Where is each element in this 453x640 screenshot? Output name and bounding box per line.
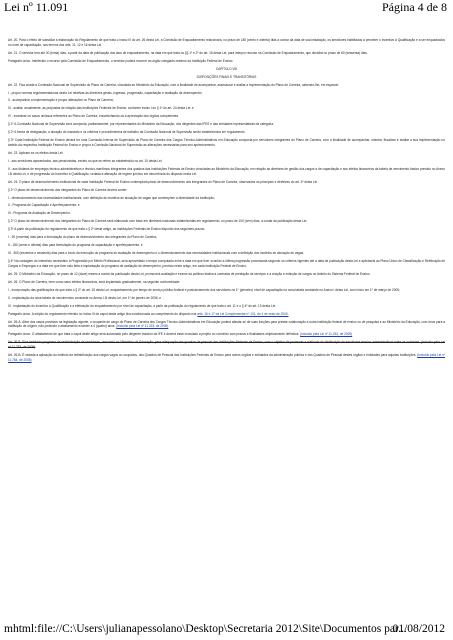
paragraph [8,203,445,208]
paragraph [8,38,445,47]
paragraph-text: III - avaliar, anualmente, as propostas de lotação das Instituições Federais de Ensino, conforme inciso I do § 1º do art. 24 desta Lei; e [8,106,194,111]
paragraph [8,159,445,164]
paragraph-text: II - aos titulares de empregos técnico-administrativos e técnico-marítimos integrantes dos quadros das Instituições Federais de Ensino vinculadas ao Ministério da Educação, em relação às diretrizes de gestão dos cargos e de capacitação e aos efeitos financeiros da tabela de vencimento básico previsto no Anexo I-B desta Lei, e de progressão do Incentivo à Qualificação, vedada a alteração de regime jurídico em decorrência do disposto nesta Lei. [8,166,445,176]
paragraph [8,114,445,119]
paragraph-text: Art. 26-A. Além dos casos previstos na legislação vigente, o ocupante de cargo do Plano de Carreira dos Cargos Técnico-Administrativos em Educação poderá afastar-se de suas funções para prestar colaboração a outra instituição federal de ensino ou de pesquisa e ao Ministério da Educação, com ônus para a instituição de origem, não podendo o afastamento exceder a 4 (quatro) anos. [8,319,445,329]
law-title: Lei nº 11.091 [4,0,69,14]
paragraph [8,138,445,147]
legal-reference-link[interactable]: arts. 16 e 17 da Lei Complementar nº 101, de 4 de maio de 2000. [197,311,289,316]
paragraph [8,304,445,309]
paragraph-text: Art. 26. O Plano de Carreira, bem como seus efeitos financeiros, será implantado gradualmente, na seguinte conformidade: [8,279,180,284]
paragraph-text: II - implantação da nova tabela de vencimentos constante no Anexo I-B desta Lei, em 1º de janeiro de 2006; e [8,295,162,300]
paragraph-text: II - Programa de Capacitação e Aperfeiçoamento; e [8,203,80,208]
paragraph [8,106,445,111]
paragraph-text: III - Programa de Avaliação de Desempenho. [8,211,71,216]
paragraph-text: I - aos servidores aposentados, aos pensionistas, exceto no que se refere ao estabelecido no art. 10 desta Lei; [8,158,163,163]
paragraph-text: Art. 24. O plano de desenvolvimento institucional de cada Instituição Federal de Ensino contemplará plano de desenvolvimento dos integrantes do Plano de Carreira, observados os princípios e diretrizes do art. 3º desta Lei. [8,179,318,184]
document-body [8,38,445,598]
paragraph [8,243,445,248]
paragraph-text: IV - examinar os casos omissos referentes ao Plano de Carreira, encaminhando-os à apreciação dos órgãos competentes. [8,114,179,119]
paragraph [8,98,445,103]
paragraph-text: § 1º O plano de desenvolvimento dos integrantes do Plano de Carreira deverá conter: [8,187,128,192]
paragraph [8,259,445,268]
paragraph-text: § 4º Na contagem do interstício necessário à Progressão por Mérito Profissional, será aproveitado o tempo computado entre a data em que tiver ocorrido a última progressão processada segundo os critérios vigentes até a data de publicação desta Lei e aplicáveis ao Plano Único de Classificação e Retribuição de Cargos e Empregos e a data em que tiver sido feita a implantação do programa de avaliação de desempenho, previsto neste artigo, em cada Instituição Federal de Ensino. [8,259,445,268]
paragraph [8,340,445,349]
paragraph [8,312,445,317]
paragraph [8,280,445,285]
paragraph-text: Parágrafo único. A edição do regulamento referido no inciso III do caput deste artigo fica condicionada ao cumprimento do disposto nos [8,311,198,316]
paragraph-text: § 1º A Comissão Nacional de Supervisão será composta, paritariamente, por representantes do Ministério da Educação, dos dirigentes das IFES e das entidades representativas da categoria. [8,122,274,127]
paragraph-text: Art. 21. O servidor terá até 30 (trinta) dias, a partir da data de publicação dos atos de enquadramento, na data em que trata os §§ 1º e 2º do art. 15 desta Lei, para interpor recurso na Comissão de Enquadramento, que decidirá no prazo de 60 (sessenta) dias. [8,50,368,55]
paragraph-text: II - acompanhar a implementação e propor alterações no Plano de Carreira; [8,98,114,103]
file-path: mhtml:file://C:\Users\julianapessolano\Desktop\Secretaria 2012\Site\Documentos par... [4,623,407,635]
paragraph-text: Art. 20. Para o efeito de subsidiar a elaboração do Regulamento de que trata o inciso III do art. 26 desta Lei, a Comissão de Enquadramento relacionará, no prazo de 180 (cento e oitenta) dias a contar da data de sua instalação, os servidores habilitados a perceber o Incentivo à Qualificação e a ser enquadrados no nível de capacitação, nos termos dos arts. 11, 12 e 16 desta Lei. [8,38,445,47]
paragraph [8,122,445,127]
paragraph [8,353,445,362]
paragraph-text: Parágrafo único. Indeferido o recurso pela Comissão de Enquadramento, o servidor poderá recorrer ao órgão colegiado máximo da Instituição Federal de Ensino. [8,58,234,63]
paragraph-text: I - incorporação das gratificações de que trata o § 2º do art. 15 desta Lei, enquadramento por tempo de serviço público federal e posicionamento dos servidores no 1º (primeiro) nível de capacitação na nova tabela constante no Anexo I desta Lei, com início em 1º de março de 2005; [8,287,400,292]
paragraph [8,235,445,240]
paragraph-text: Art. 26-B. É vedada a aplicação do instituto da redistribuição aos cargos vagos ou ocupados, dos Quadros de Pessoal das Instituições Federais de Ensino para outros órgãos e entidades da administração pública e dos Quadros de Pessoal destes órgãos e entidades para aquelas instituições. [8,353,418,357]
paragraph [8,296,445,301]
paragraph-text: § 2º O plano de desenvolvimento dos integrantes do Plano de Carreira será elaborado com base em diretrizes nacionais estabelecidas em regulamento, no prazo de 100 (cem) dias, a contar da publicação desta Lei. [8,219,308,224]
page-footer [4,622,449,636]
paragraph [8,272,445,277]
paragraph [8,288,445,293]
paragraph [8,251,445,256]
paragraph [8,320,445,329]
legal-reference-link[interactable]: (Incluído pela Lei nº 11.784, de 2008) [8,353,445,362]
paragraph-text: III - 360 (trezentos e sessenta) dias para o início da execução do programa de avaliação de desempenho e o dimensionamento das necessidades institucionais com a definição dos modelos de alocação de vagas. [8,251,305,256]
page-header [0,0,453,14]
paragraph [8,219,445,224]
paragraph-text: Art. 23. Aplicam-se os efeitos desta Lei: [8,150,64,155]
paragraph [8,51,445,56]
paragraph [8,130,445,135]
paragraph-text: III - implantação do Incentivo à Qualificação e a efetivação do enquadramento por nível de capacitação, a partir da publicação do regulamento de que trata o art. 11 e o § 4º do art. 13 desta Lei. [8,303,277,308]
paragraph [8,227,445,232]
paragraph [8,180,445,185]
paragraph-text: DISPOSIÇÕES FINAIS E TRANSITÓRIAS [196,74,257,79]
paragraph [8,91,445,96]
paragraph-text: Art. 25. O Ministério da Educação, no prazo de 12 (doze) meses a contar da publicação desta Lei, promoverá avaliação e exame da política relativa a contratos de prestação de serviços e a criação e extinção de cargos no âmbito do Sistema Federal de Ensino. [8,271,371,276]
paragraph [8,167,445,176]
paragraph-text: Art. 22. Fica criada a Comissão Nacional de Supervisão do Plano de Carreira, vinculada ao Ministério da Educação, com a finalidade de acompanhar, assessorar e avaliar a implementação do Plano de Carreira, cabendo-lhe, em especial: [8,82,339,87]
paragraph [8,188,445,193]
section-heading [8,75,445,80]
paragraph [8,83,445,88]
paragraph-text: I - 90 (noventa) dias para a formulação do plano de desenvolvimento dos integrantes do Plano de Carreira; [8,235,157,240]
paragraph-text: § 3º Cada Instituição Federal de Ensino deverá ter uma Comissão Interna de Supervisão do Plano de Carreira dos Cargos Técnico-Administrativos em Educação composta por servidores integrantes do Plano de Carreira, com a finalidade de acompanhar, orientar, fiscalizar e avaliar a sua implementação no âmbito da respectiva Instituição Federal de Ensino e propor à Comissão Nacional de Supervisão as alterações necessárias para seu aprimoramento. [8,138,445,147]
paragraph [8,196,445,201]
paragraph-text: I - propor normas regulamentadoras desta Lei relativas às diretrizes gerais, ingresso, progressão, capacitação e avaliação de desempenho; [8,90,203,95]
print-date: 01/08/2012 [392,623,445,635]
section-heading [8,67,445,72]
paragraph [8,151,445,156]
paragraph-text: § 2º A forma de designação, a duração do mandato e os critérios e procedimentos de trabalho da Comissão Nacional de Supervisão serão estabelecidos em regulamento. [8,130,246,135]
paragraph [8,332,445,337]
paragraph-text: Parágrafo único. O afastamento de que trata o caput deste artigo será autorizado pelo dirigente máximo da IFE e deverá estar vinculado a projeto ou convênio com prazos e finalidades objetivamente definidos. [8,332,301,337]
paragraph [8,211,445,216]
paragraph-text: § 3º A partir da publicação do regulamento de que trata o § 2º deste artigo, as Instituições Federais de Ensino disporão dos seguintes prazos: [8,227,205,232]
page-indicator: Página 4 de 8 [382,0,447,14]
paragraph-text: II - 180 (cento e oitenta) dias para formulação do programa de capacitação e aperfeiçoamento; e [8,243,143,248]
paragraph [8,59,445,64]
paragraph-text: Art. 26-B. Fica instituído programa de redistribuição de servidores, vinculado ao Ministério da Educação, para adequação dos quadros de pessoal das Instituições Federais de Ensino, com o objetivo de promover a melhoria da distribuição de servidores técnico-administrativos entre as unidades. (Incluído pela Lei nº 11.233, de 2005) [8,340,445,350]
paragraph-text: I - dimensionamento das necessidades institucionais, com definição de modelos de alocação de vagas que contemplem a diversidade da instituição; [8,195,215,200]
legal-reference-link[interactable]: (Incluído pela Lei nº 11.233, de 2005) [300,332,353,337]
paragraph-text: CAPÍTULO VIII [215,66,238,71]
legal-reference-link[interactable]: (Incluído pela Lei nº 11.233, de 2005) [116,324,169,329]
